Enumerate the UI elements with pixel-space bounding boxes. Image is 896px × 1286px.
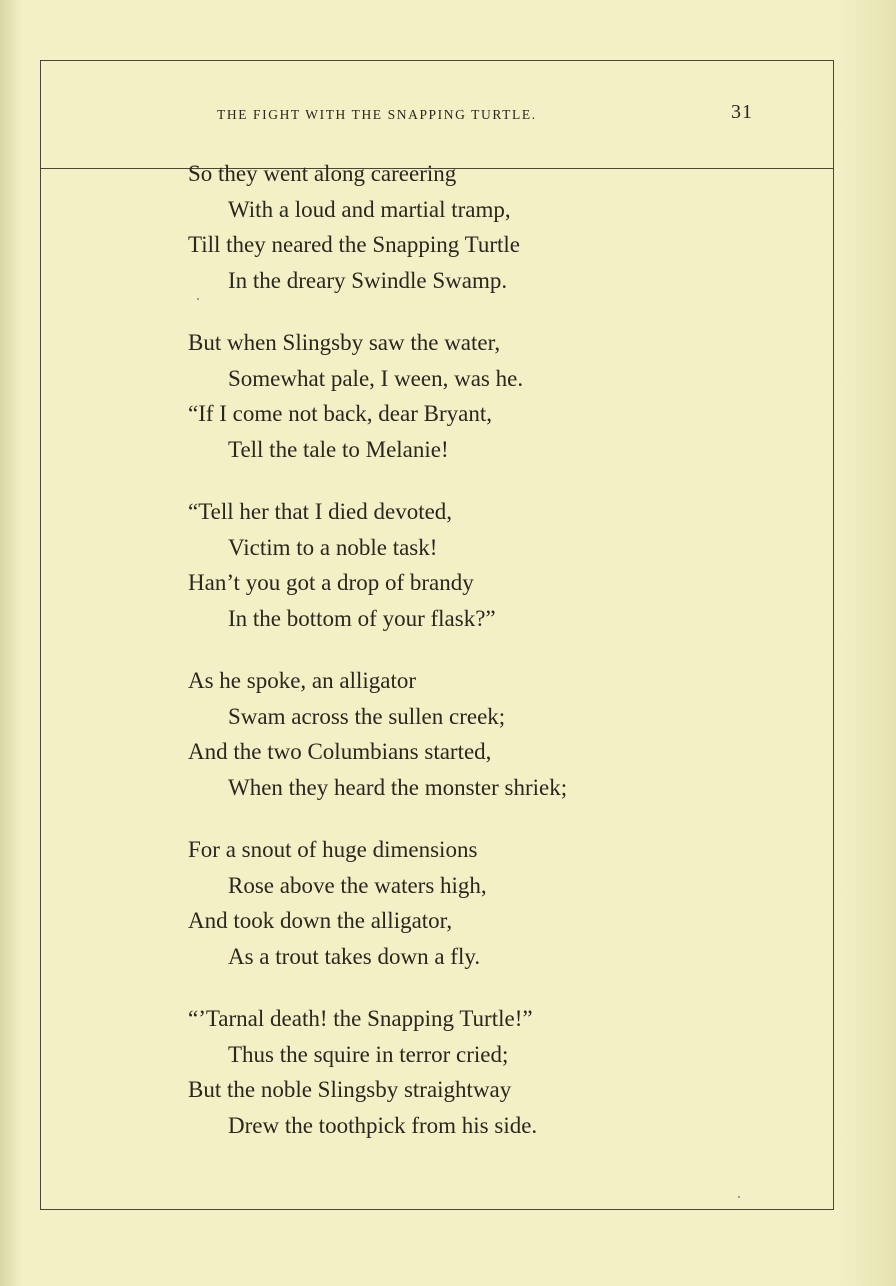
poem-line: Till they neared the Snapping Turtle [188,232,521,257]
poem-line: When they heard the monster shriek; [228,774,568,800]
poem-line: With a loud and martial tramp, [228,196,511,222]
page-edge-shadow [836,0,896,1286]
poem-line: In the dreary Swindle Swamp. [228,267,508,293]
poem-line: So they went along careering [188,161,457,186]
poem-line: But the noble Slingsby straightway [188,1077,512,1102]
stanza [188,1001,748,1143]
poem-line: “’Tarnal death! the Snapping Turtle!” [188,1006,533,1031]
stanza [188,494,748,636]
poem-line: Swam across the sullen creek; [228,703,506,729]
poem-line: Tell the tale to Melanie! [228,436,449,462]
stanza [188,156,748,298]
poem-line: But when Slingsby saw the water, [188,330,501,355]
page-header [41,61,833,169]
stanza [188,832,748,974]
poem-line: Drew the toothpick from his side. [228,1112,538,1138]
page-gutter-shadow [0,0,22,1286]
poem-line: In the bottom of your flask?” [228,605,496,631]
poem-line: As a trout takes down a fly. [228,943,481,969]
poem-line: “Tell her that I died devoted, [188,499,453,524]
page-number: 31 [731,101,753,123]
poem-line: Thus the squire in terror cried; [228,1041,509,1067]
poem-body [188,156,748,1170]
stanza [188,325,748,467]
poem-line: Han’t you got a drop of brandy [188,570,474,595]
stanza [188,663,748,805]
poem-line: For a snout of huge dimensions [188,837,478,862]
poem-line: And took down the alligator, [188,908,453,933]
poem-line: Victim to a noble task! [228,534,438,560]
poem-line: Rose above the waters high, [228,872,487,898]
poem-line: “If I come not back, dear Bryant, [188,401,492,426]
running-title: THE FIGHT WITH THE SNAPPING TURTLE. [217,107,537,122]
poem-line: Somewhat pale, I ween, was he. [228,365,524,391]
poem-line: And the two Columbians started, [188,739,492,764]
poem-line: As he spoke, an alligator [188,668,417,693]
